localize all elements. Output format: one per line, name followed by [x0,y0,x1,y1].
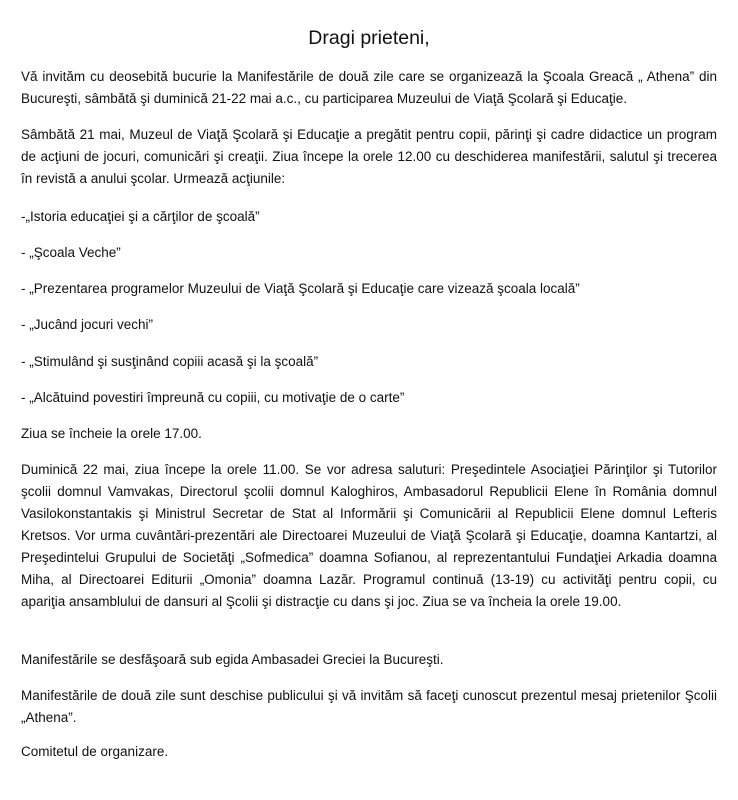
saturday-end-text: Ziua se încheie la orele 17.00. [21,426,202,441]
activity-item: - „Şcoala Veche” [21,245,121,260]
document-title: Dragi prieteni, [308,27,430,49]
activity-item: -„Istoria educaţiei şi a cărţilor de şcoală” [21,209,260,224]
invitation-paragraph: Manifestările de două zile sunt deschise publicului şi vă invităm să faceţi cunoscut prezentul mesaj prietenilor Şcolii „Athena”. [21,688,717,725]
sunday-paragraph: Duminică 22 mai, ziua începe la orele 11.00. Se vor adresa saluturi: Preşedintele Asociaţiei Părinţilor şi Tutorilor şcolii domnul Vamvakas, Directorul şcolii domnul Kaloghiros, Ambasadorul Republicii Elene în România domnul Vasilokonstantakis şi Ministrul Secretar de Stat al Informării şi Comunicării al Republicii Elene domnul Lefteris Kretsos. Vor urma cuvântări-prezentări ale Directoarei Muzeului de Viaţă Şcolară şi Educaţie, doamna Kantartzi, al Preşedintelui Grupului de Societăţi „Sofmedica” doamna Sofianou, al reprezentantului Fundaţiei Arkadia doamna Miha, al Directoarei Editurii „Omonia” doamna Lazăr. Programul continuă (13-19) cu activităţi pentru copii, cu apariţia ansamblului de dansuri al Şcolii şi distracţie cu dans şi joc. Ziua se va încheia la orele 19.00. [21,462,717,609]
activity-item: - „Stimulând şi susţinând copiii acasă şi la şcoală” [21,354,319,369]
signature-text: Comitetul de organizare. [21,744,169,759]
document-page [21,0,717,800]
saturday-paragraph: Sâmbătă 21 mai, Muzeul de Viaţă Şcolară şi Educaţie a pregătit pentru copii, părinţi şi cadre didactice un program de acţiuni de jocuri, comunicări şi creaţii. Ziua începe la orele 12.00 cu deschiderea manifestării, salutul şi trecerea în revistă a anului şcolar. Urmează acţiunile: [21,127,717,186]
activity-item: - „Jucând jocuri vechi” [21,317,154,332]
patronage-text: Manifestările se desfăşoară sub egida Ambasadei Greciei la Bucureşti. [21,652,444,667]
intro-paragraph: Vă invităm cu deosebită bucurie la Manifestările de două zile care se organizează la Şcoala Greacă „ Athena” din Bucureşti, sâmbătă şi duminică 21-22 mai a.c., cu participarea Muzeului de Viaţă Şcolară şi Educaţie. [21,69,717,106]
activity-item: - „Alcătuind povestiri împreună cu copiii, cu motivaţie de o carte” [21,390,405,405]
activity-item: - „Prezentarea programelor Muzeului de Viaţă Şcolară şi Educaţie care vizează şcoala locală” [21,281,580,296]
